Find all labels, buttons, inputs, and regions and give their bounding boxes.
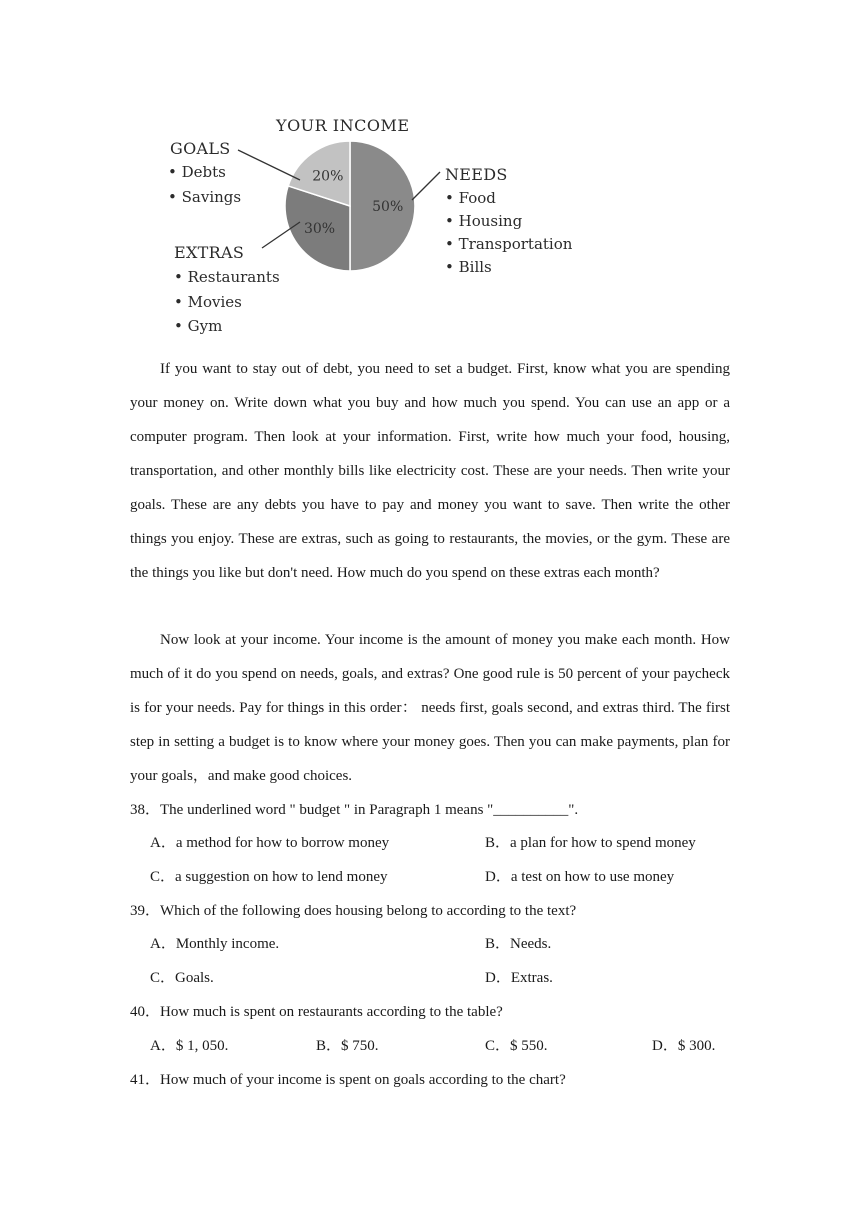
- q39-option-c[interactable]: C．Goals.: [150, 970, 214, 986]
- q38-option-c[interactable]: C．a suggestion on how to lend money: [150, 869, 388, 885]
- extras-heading: EXTRAS: [174, 243, 245, 262]
- chart-title: YOUR INCOME: [276, 116, 410, 135]
- goals-leader-line: [238, 150, 300, 180]
- needs-item-housing: • Housing: [445, 212, 523, 230]
- needs-item-food: • Food: [445, 189, 496, 207]
- pie-label-goals: 20%: [312, 168, 344, 185]
- needs-leader-line: [412, 172, 440, 200]
- goals-item-savings: • Savings: [168, 188, 242, 206]
- q38-option-b[interactable]: B．a plan for how to spend money: [485, 835, 696, 851]
- q39-option-a[interactable]: A．Monthly income.: [150, 936, 280, 952]
- q39-option-d[interactable]: D．Extras.: [485, 970, 553, 986]
- needs-item-bills: • Bills: [445, 258, 492, 276]
- question-40: 40．How much is spent on restaurants according to the table?: [130, 1004, 503, 1020]
- income-pie-figure: [150, 110, 590, 342]
- extras-item-movies: • Movies: [174, 293, 242, 311]
- q40-option-d[interactable]: D．$ 300.: [652, 1038, 716, 1054]
- q40-option-a[interactable]: A．$ 1, 050.: [150, 1038, 229, 1054]
- question-41: 41．How much of your income is spent on goals according to the chart?: [130, 1072, 566, 1088]
- passage-paragraph-1: If you want to stay out of debt, you need to set a budget. First, know what you are spending your money on. Write down what you buy and how much you spend. You can use an app or a computer program. Then look at your information. First, write how much your food, housing, transportation, and other monthly bills like electricity cost. These are your needs. Then write your goals. These are any debts you have to pay and money you want to save. Then write the other things you enjoy. These are extras, such as going to restaurants, the movies, or the gym. These are the things you like but don't need. How much do you spend on these extras each month?: [130, 361, 730, 581]
- q38-option-d[interactable]: D．a test on how to use money: [485, 869, 675, 885]
- q39-option-b[interactable]: B．Needs.: [485, 936, 552, 952]
- q40-option-c[interactable]: C．$ 550.: [485, 1038, 548, 1054]
- goals-item-debts: • Debts: [168, 163, 226, 181]
- needs-item-transportation: • Transportation: [445, 235, 573, 253]
- question-39: 39．Which of the following does housing belong to according to the text?: [130, 903, 577, 919]
- q40-option-b[interactable]: B．$ 750.: [316, 1038, 379, 1054]
- extras-item-restaurants: • Restaurants: [174, 268, 280, 286]
- q38-option-a[interactable]: A．a method for how to borrow money: [150, 835, 390, 851]
- goals-heading: GOALS: [170, 139, 231, 158]
- question-38: 38．The underlined word " budget " in Paragraph 1 means "__________".: [130, 802, 579, 818]
- extras-item-gym: • Gym: [174, 317, 223, 335]
- pie-label-needs: 50%: [372, 199, 404, 215]
- passage-paragraph-2: Now look at your income. Your income is the amount of money you make each month. How much of it do you spend on needs, goals, and extras? One good rule is 50 percent of your paycheck is for your needs. Pay for things in this order： needs first, goals second, and extras third. The first step in setting a budget is to know where your money goes. Then you can make payments, plan for your goals，and make good choices.: [130, 632, 730, 784]
- pie-label-extras: 30%: [303, 221, 336, 238]
- needs-heading: NEEDS: [445, 165, 508, 184]
